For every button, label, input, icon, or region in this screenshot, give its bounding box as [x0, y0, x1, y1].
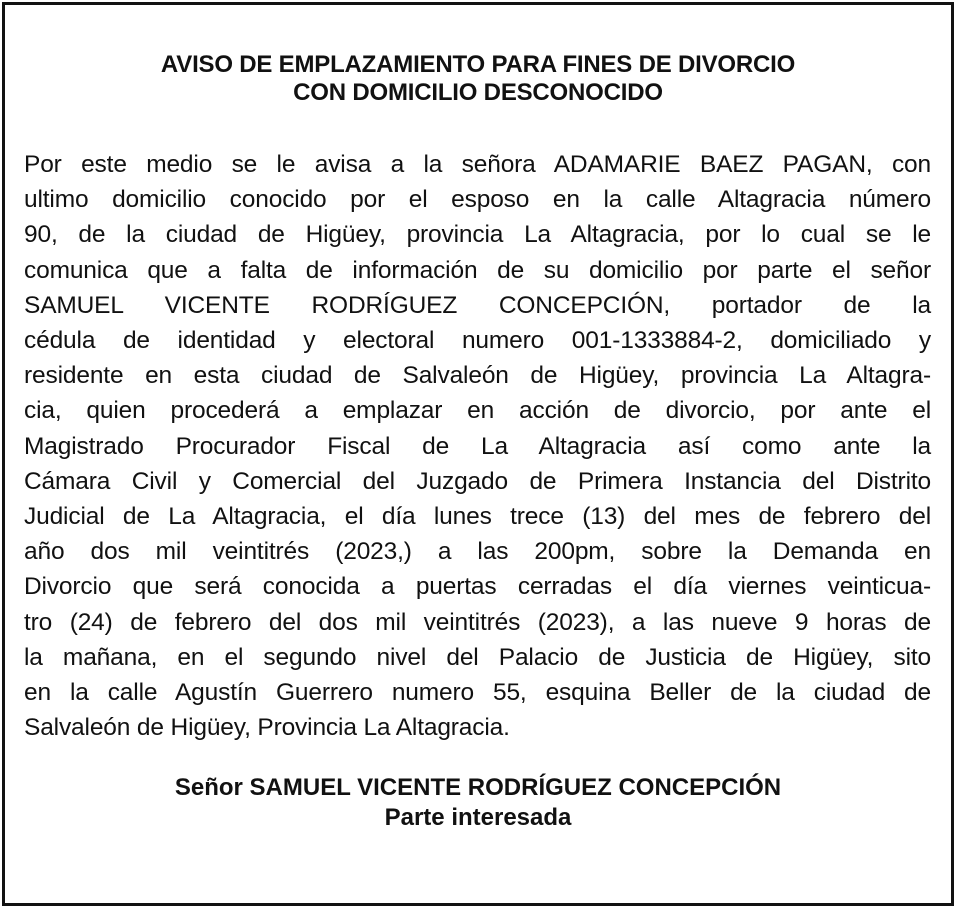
notice-body-line: 90, de la ciudad de Higüey, provincia La Altagracia, por lo cual se le — [24, 221, 931, 249]
notice-body-line: Cámara Civil y Comercial del Juzgado de Primera Instancia del Distrito — [24, 467, 931, 495]
notice-body-line: Por este medio se le avisa a la señora ADAMARIE BAEZ PAGAN, con — [24, 151, 931, 178]
notice-body-line: la mañana, en el segundo nivel del Palacio de Justicia de Higüey, sito — [24, 643, 931, 671]
notice-signature — [5, 773, 951, 833]
notice-body-line: cia, quien procederá a emplazar en acción de divorcio, por ante el — [24, 397, 931, 425]
legal-notice-box — [2, 2, 954, 906]
signature-role: Parte interesada — [384, 804, 572, 831]
notice-title — [5, 51, 951, 107]
signature-name: Señor SAMUEL VICENTE RODRÍGUEZ CONCEPCIÓN — [174, 774, 782, 801]
notice-body-line: año dos mil veintitrés (2023,) a las 200pm, sobre la Demanda en — [24, 538, 931, 566]
notice-body-line: Divorcio que será conocida a puertas cerradas el día viernes veinticua- — [24, 573, 931, 601]
notice-body-line: residente en esta ciudad de Salvaleón de Higüey, provincia La Altagra- — [24, 362, 931, 390]
notice-body-line: cédula de identidad y electoral numero 001-1333884-2, domiciliado y — [24, 327, 931, 355]
notice-body-line: ultimo domicilio conocido por el esposo en la calle Altagracia número — [24, 186, 931, 214]
notice-body-line: en la calle Agustín Guerrero numero 55, esquina Beller de la ciudad de — [24, 679, 931, 707]
notice-title-line-2: CON DOMICILIO DESCONOCIDO — [293, 79, 663, 106]
notice-body-line: tro (24) de febrero del dos mil veintitrés (2023), a las nueve 9 horas de — [24, 608, 931, 636]
notice-body-line: SAMUEL VICENTE RODRÍGUEZ CONCEPCIÓN, portador de la — [24, 291, 931, 319]
notice-body-line: Salvaleón de Higüey, Provincia La Altagracia. — [24, 714, 510, 742]
notice-body — [24, 147, 931, 745]
notice-title-line-1: AVISO DE EMPLAZAMIENTO PARA FINES DE DIVORCIO — [160, 51, 796, 78]
notice-body-line: comunica que a falta de información de su domicilio por parte el señor — [24, 256, 931, 284]
notice-body-line: Judicial de La Altagracia, el día lunes trece (13) del mes de febrero del — [24, 503, 931, 531]
notice-body-line: Magistrado Procurador Fiscal de La Altagracia así como ante la — [24, 432, 931, 460]
